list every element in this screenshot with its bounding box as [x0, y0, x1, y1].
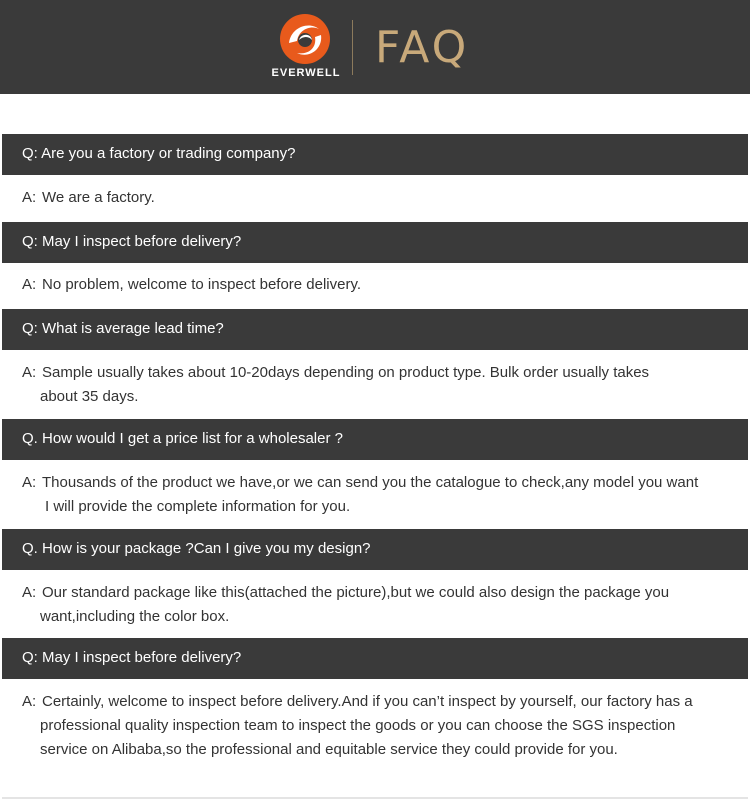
- faq-question-bar: [2, 638, 748, 679]
- answer-prefix: A:: [22, 474, 37, 491]
- faq-header: [0, 0, 750, 94]
- answer-prefix: A:: [22, 364, 37, 381]
- faq-question: Q: May I inspect before delivery?: [22, 233, 242, 250]
- bottom-divider: [2, 797, 748, 799]
- answer-line: Certainly, welcome to inspect before delivery.And if you can’t inspect by yourself, our factory has a: [42, 693, 693, 710]
- page-title: FAQ: [375, 22, 470, 73]
- answer-line: We are a factory.: [42, 189, 155, 206]
- brand-name: EVERWELL: [271, 67, 341, 79]
- faq-question-bar: [2, 419, 748, 460]
- everwell-swirl-logo-icon: [279, 13, 331, 65]
- answer-line: Thousands of the product we have,or we can send you the catalogue to check,any model you want: [42, 474, 699, 491]
- faq-question: Q: What is average lead time?: [22, 320, 224, 337]
- answer-prefix: A:: [22, 693, 37, 710]
- faq-question: Q: May I inspect before delivery?: [22, 649, 242, 666]
- answer-line: want,including the color box.: [40, 608, 230, 625]
- faq-question-bar: [2, 309, 748, 350]
- faq-question-bar: [2, 529, 748, 570]
- answer-prefix: A:: [22, 189, 37, 206]
- faq-question: Q. How is your package ?Can I give you my design?: [22, 540, 371, 557]
- faq-question-bar: [2, 134, 748, 175]
- answer-line: professional quality inspection team to inspect the goods or you can choose the SGS inspection: [40, 717, 676, 734]
- faq-question-bar: [2, 222, 748, 263]
- answer-prefix: A:: [22, 584, 37, 601]
- answer-line: No problem, welcome to inspect before delivery.: [42, 276, 362, 293]
- faq-question: Q: Are you a factory or trading company?: [22, 145, 296, 162]
- answer-line: Sample usually takes about 10-20days depending on product type. Bulk order usually takes: [42, 364, 650, 381]
- answer-line: Our standard package like this(attached the picture),but we could also design the package you: [42, 584, 670, 601]
- answer-line: about 35 days.: [40, 388, 139, 405]
- answer-line: I will provide the complete information for you.: [45, 498, 351, 515]
- answer-line: service on Alibaba,so the professional and equitable service they could provide for you.: [40, 741, 618, 758]
- faq-question: Q. How would I get a price list for a wholesaler ?: [22, 430, 343, 447]
- answer-prefix: A:: [22, 276, 37, 293]
- header-divider: [352, 20, 353, 75]
